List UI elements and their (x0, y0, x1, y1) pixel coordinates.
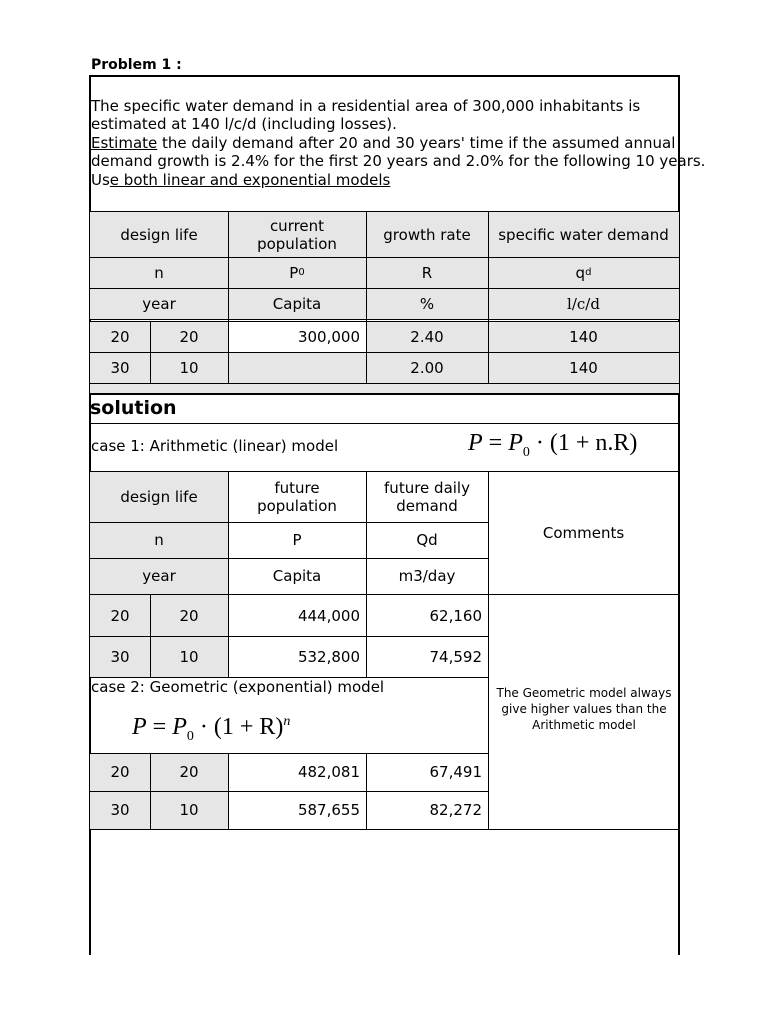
formula1-sub0: 0 (522, 444, 530, 460)
result-symbol-p: P (292, 531, 302, 549)
result-header-future-daily-demand: future daily demand (384, 479, 470, 515)
formula1-rest: · (1 + n.R) (529, 430, 638, 456)
row1-n: 20 (150, 321, 228, 352)
symbol-p0-base: P (289, 263, 299, 282)
formula2-exp: n (283, 714, 291, 729)
geo-row2-n-total: 30 (90, 791, 150, 829)
geo-row1-qd: 67,491 (429, 763, 482, 781)
row1-r: 2.40 (366, 321, 488, 352)
result-unit-capita: Capita (272, 567, 322, 585)
case1-formula (468, 429, 637, 467)
statement-line-5-underlined: e both linear and exponential models (109, 171, 391, 189)
symbol-qd-sub: d (585, 266, 592, 278)
problem-title: Problem 1 : (91, 57, 182, 73)
linear-row2-p: 532,800 (297, 647, 360, 666)
symbol-qd (488, 257, 679, 288)
formula1-p0: P (508, 430, 523, 456)
geo-row1-p: 482,081 (297, 763, 360, 781)
geo-row1-n: 20 (150, 753, 228, 791)
linear-row2-qd: 74,592 (429, 647, 482, 666)
unit-percent: % (366, 288, 488, 319)
linear-row2-n: 10 (150, 636, 228, 677)
formula1-p: P (468, 430, 483, 456)
statement-line-4: demand growth is 2.4% for the first 20 years and 2.0% for the following 10 years. (91, 152, 706, 170)
formula2-eq: = (146, 714, 173, 740)
case1-label: case 1: Arithmetic (linear) model (91, 437, 339, 455)
statement-line-2: estimated at 140 l/c/d (including losses). (91, 115, 397, 133)
linear-row1-n-total: 20 (90, 595, 150, 636)
header-specific-water-demand: specific water demand (488, 212, 679, 257)
header-growth-rate: growth rate (366, 212, 488, 257)
symbol-p0-sub: 0 (298, 266, 305, 278)
linear-row2-n-total: 30 (90, 636, 150, 677)
result-header-comments: Comments (542, 524, 625, 542)
case2-formula (132, 706, 290, 753)
estimate-word: Estimate (91, 134, 158, 152)
linear-row1-qd: 62,160 (429, 606, 482, 625)
formula2-sub0: 0 (186, 728, 194, 744)
input-table-spacer (90, 383, 679, 393)
result-symbol-n: n (90, 522, 228, 558)
result-header-future-population: future population (257, 479, 337, 515)
row1-n-total: 20 (90, 321, 150, 352)
row2-n-total: 30 (90, 352, 150, 383)
row2-qd: 140 (488, 352, 679, 383)
row1-qd: 140 (488, 321, 679, 352)
symbol-qd-base: q (575, 263, 586, 282)
unit-lcd: l/c/d (488, 288, 679, 319)
result-header-design-life: design life (90, 472, 228, 522)
unit-year: year (90, 288, 228, 319)
statement-line-3-rest: the daily demand after 20 and 30 years' time if the assumed annual (157, 134, 676, 152)
formula2-p0: P (172, 714, 187, 740)
comment-text: The Geometric model always give higher values than the Arithmetic model (496, 686, 672, 732)
statement-line-1: The specific water demand in a residential area of 300,000 inhabitants is (91, 97, 641, 115)
result-symbol-qd: Qd (416, 531, 438, 549)
solution-title: solution (90, 397, 177, 419)
unit-capita: Capita (228, 288, 366, 319)
row1-p0: 300,000 (297, 327, 360, 346)
geo-row2-p: 587,655 (297, 801, 360, 819)
linear-row1-n: 20 (150, 595, 228, 636)
formula2-rest: · (1 + R) (193, 714, 284, 740)
statement-line-3 (91, 134, 675, 152)
symbol-p0 (228, 257, 366, 288)
header-current-population: current population (228, 212, 366, 257)
row2-r: 2.00 (366, 352, 488, 383)
result-unit-m3day: m3/day (398, 567, 456, 585)
case2-label: case 2: Geometric (exponential) model (91, 678, 385, 696)
statement-line-5-a: Us (91, 171, 110, 189)
linear-row1-p: 444,000 (297, 606, 360, 625)
row2-n: 10 (150, 352, 228, 383)
result-unit-year: year (90, 558, 228, 594)
symbol-n: n (90, 257, 228, 288)
header-design-life: design life (90, 212, 228, 257)
geo-row2-qd: 82,272 (429, 801, 482, 819)
symbol-r: R (366, 257, 488, 288)
formula2-p: P (132, 714, 147, 740)
geo-row1-n-total: 20 (90, 753, 150, 791)
row2-p0 (228, 352, 366, 383)
formula1-eq: = (482, 430, 509, 456)
statement-line-5 (91, 171, 390, 189)
geo-row2-n: 10 (150, 791, 228, 829)
